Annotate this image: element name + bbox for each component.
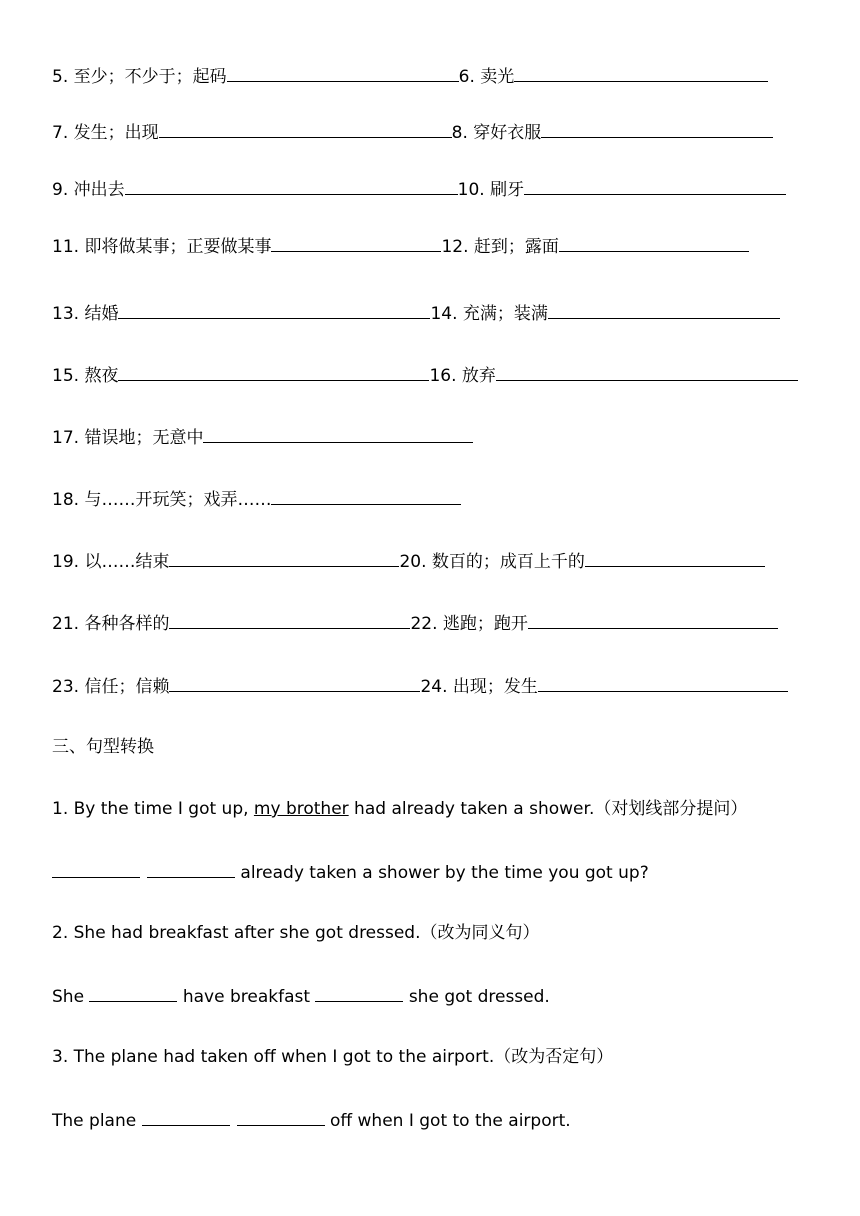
answer-2-part-2: have breakfast xyxy=(177,987,316,1007)
vocab-item-16: 16. 放弃 xyxy=(429,366,496,386)
answer-3-part-2: off when I got to the airport. xyxy=(324,1111,571,1131)
vocab-item-12: 12. 赶到；露面 xyxy=(441,237,559,257)
question-3: 3. The plane had taken off when I got to the airport.（改为否定句） xyxy=(52,1047,614,1067)
answer-blank-16[interactable] xyxy=(496,361,798,381)
answer-2-blank-1[interactable] xyxy=(89,982,177,1002)
answer-3-blank-2[interactable] xyxy=(237,1106,325,1126)
vocab-row-23-24 xyxy=(52,672,788,698)
answer-3-part-1: The plane xyxy=(52,1111,142,1131)
answer-2-part-1: She xyxy=(52,987,90,1007)
vocab-item-14: 14. 充满；装满 xyxy=(430,304,548,324)
answer-blank-18[interactable] xyxy=(271,485,461,505)
answer-2 xyxy=(52,982,550,1008)
vocab-row-13-14 xyxy=(52,299,780,325)
answer-3-blank-1[interactable] xyxy=(142,1106,230,1126)
vocab-item-9: 9. 冲出去 xyxy=(52,180,125,200)
answer-3 xyxy=(52,1106,571,1132)
vocab-row-5-6 xyxy=(52,62,768,88)
vocab-row-18 xyxy=(52,485,461,511)
vocab-item-7: 7. 发生；出现 xyxy=(52,123,159,143)
vocab-item-23: 23. 信任；信赖 xyxy=(52,677,170,697)
answer-blank-20[interactable] xyxy=(585,547,765,567)
answer-1-blank-1[interactable] xyxy=(52,858,140,878)
answer-blank-12[interactable] xyxy=(559,232,749,252)
vocab-row-15-16 xyxy=(52,361,798,387)
answer-2-blank-2[interactable] xyxy=(315,982,403,1002)
answer-blank-7[interactable] xyxy=(159,118,452,138)
section-title: 三、句型转换 xyxy=(52,737,154,757)
vocab-row-7-8 xyxy=(52,118,773,144)
answer-blank-19[interactable] xyxy=(169,547,399,567)
answer-blank-5[interactable] xyxy=(227,62,459,82)
answer-blank-22[interactable] xyxy=(528,609,778,629)
question-1 xyxy=(52,796,747,822)
vocab-row-9-10 xyxy=(52,175,786,201)
answer-blank-15[interactable] xyxy=(118,361,429,381)
vocab-item-17: 17. 错误地；无意中 xyxy=(52,428,204,448)
vocab-row-19-20 xyxy=(52,547,765,573)
answer-1-blank-2[interactable] xyxy=(147,858,235,878)
answer-blank-21[interactable] xyxy=(169,609,410,629)
answer-2-part-3: she got dressed. xyxy=(403,987,550,1007)
vocab-item-15: 15. 熬夜 xyxy=(52,366,119,386)
answer-blank-14[interactable] xyxy=(548,299,780,319)
vocab-item-22: 22. 逃跑；跑开 xyxy=(410,614,528,634)
vocab-item-5: 5. 至少；不少于；起码 xyxy=(52,67,227,87)
vocab-item-11: 11. 即将做某事；正要做某事 xyxy=(52,237,272,257)
question-1-prefix: 1. By the time I got up, xyxy=(52,799,254,819)
vocab-item-18: 18. 与……开玩笑；戏弄…… xyxy=(52,490,272,510)
answer-1 xyxy=(52,858,649,884)
vocab-item-6: 6. 卖光 xyxy=(458,67,515,87)
vocab-item-21: 21. 各种各样的 xyxy=(52,614,170,634)
underlined-phrase: my brother xyxy=(253,799,349,819)
vocab-item-20: 20. 数百的；成百上千的 xyxy=(399,552,585,572)
answer-blank-17[interactable] xyxy=(203,423,473,443)
answer-blank-6[interactable] xyxy=(514,62,768,82)
answer-blank-9[interactable] xyxy=(125,175,458,195)
vocab-row-17 xyxy=(52,423,473,449)
answer-blank-24[interactable] xyxy=(538,672,788,692)
answer-blank-23[interactable] xyxy=(169,672,420,692)
question-1-suffix: had already taken a shower.（对划线部分提问） xyxy=(348,799,748,819)
vocab-item-19: 19. 以……结束 xyxy=(52,552,170,572)
vocab-row-11-12 xyxy=(52,232,749,258)
vocab-item-10: 10. 刷牙 xyxy=(457,180,525,200)
vocab-item-13: 13. 结婚 xyxy=(52,304,119,324)
vocab-item-24: 24. 出现；发生 xyxy=(420,677,538,697)
answer-blank-13[interactable] xyxy=(118,299,430,319)
answer-blank-8[interactable] xyxy=(541,118,773,138)
vocab-item-8: 8. 穿好衣服 xyxy=(451,123,542,143)
question-2: 2. She had breakfast after she got dressed.（改为同义句） xyxy=(52,923,540,943)
answer-blank-10[interactable] xyxy=(524,175,786,195)
answer-blank-11[interactable] xyxy=(271,232,441,252)
answer-1-text: already taken a shower by the time you got up? xyxy=(235,863,649,883)
vocab-row-21-22 xyxy=(52,609,778,635)
